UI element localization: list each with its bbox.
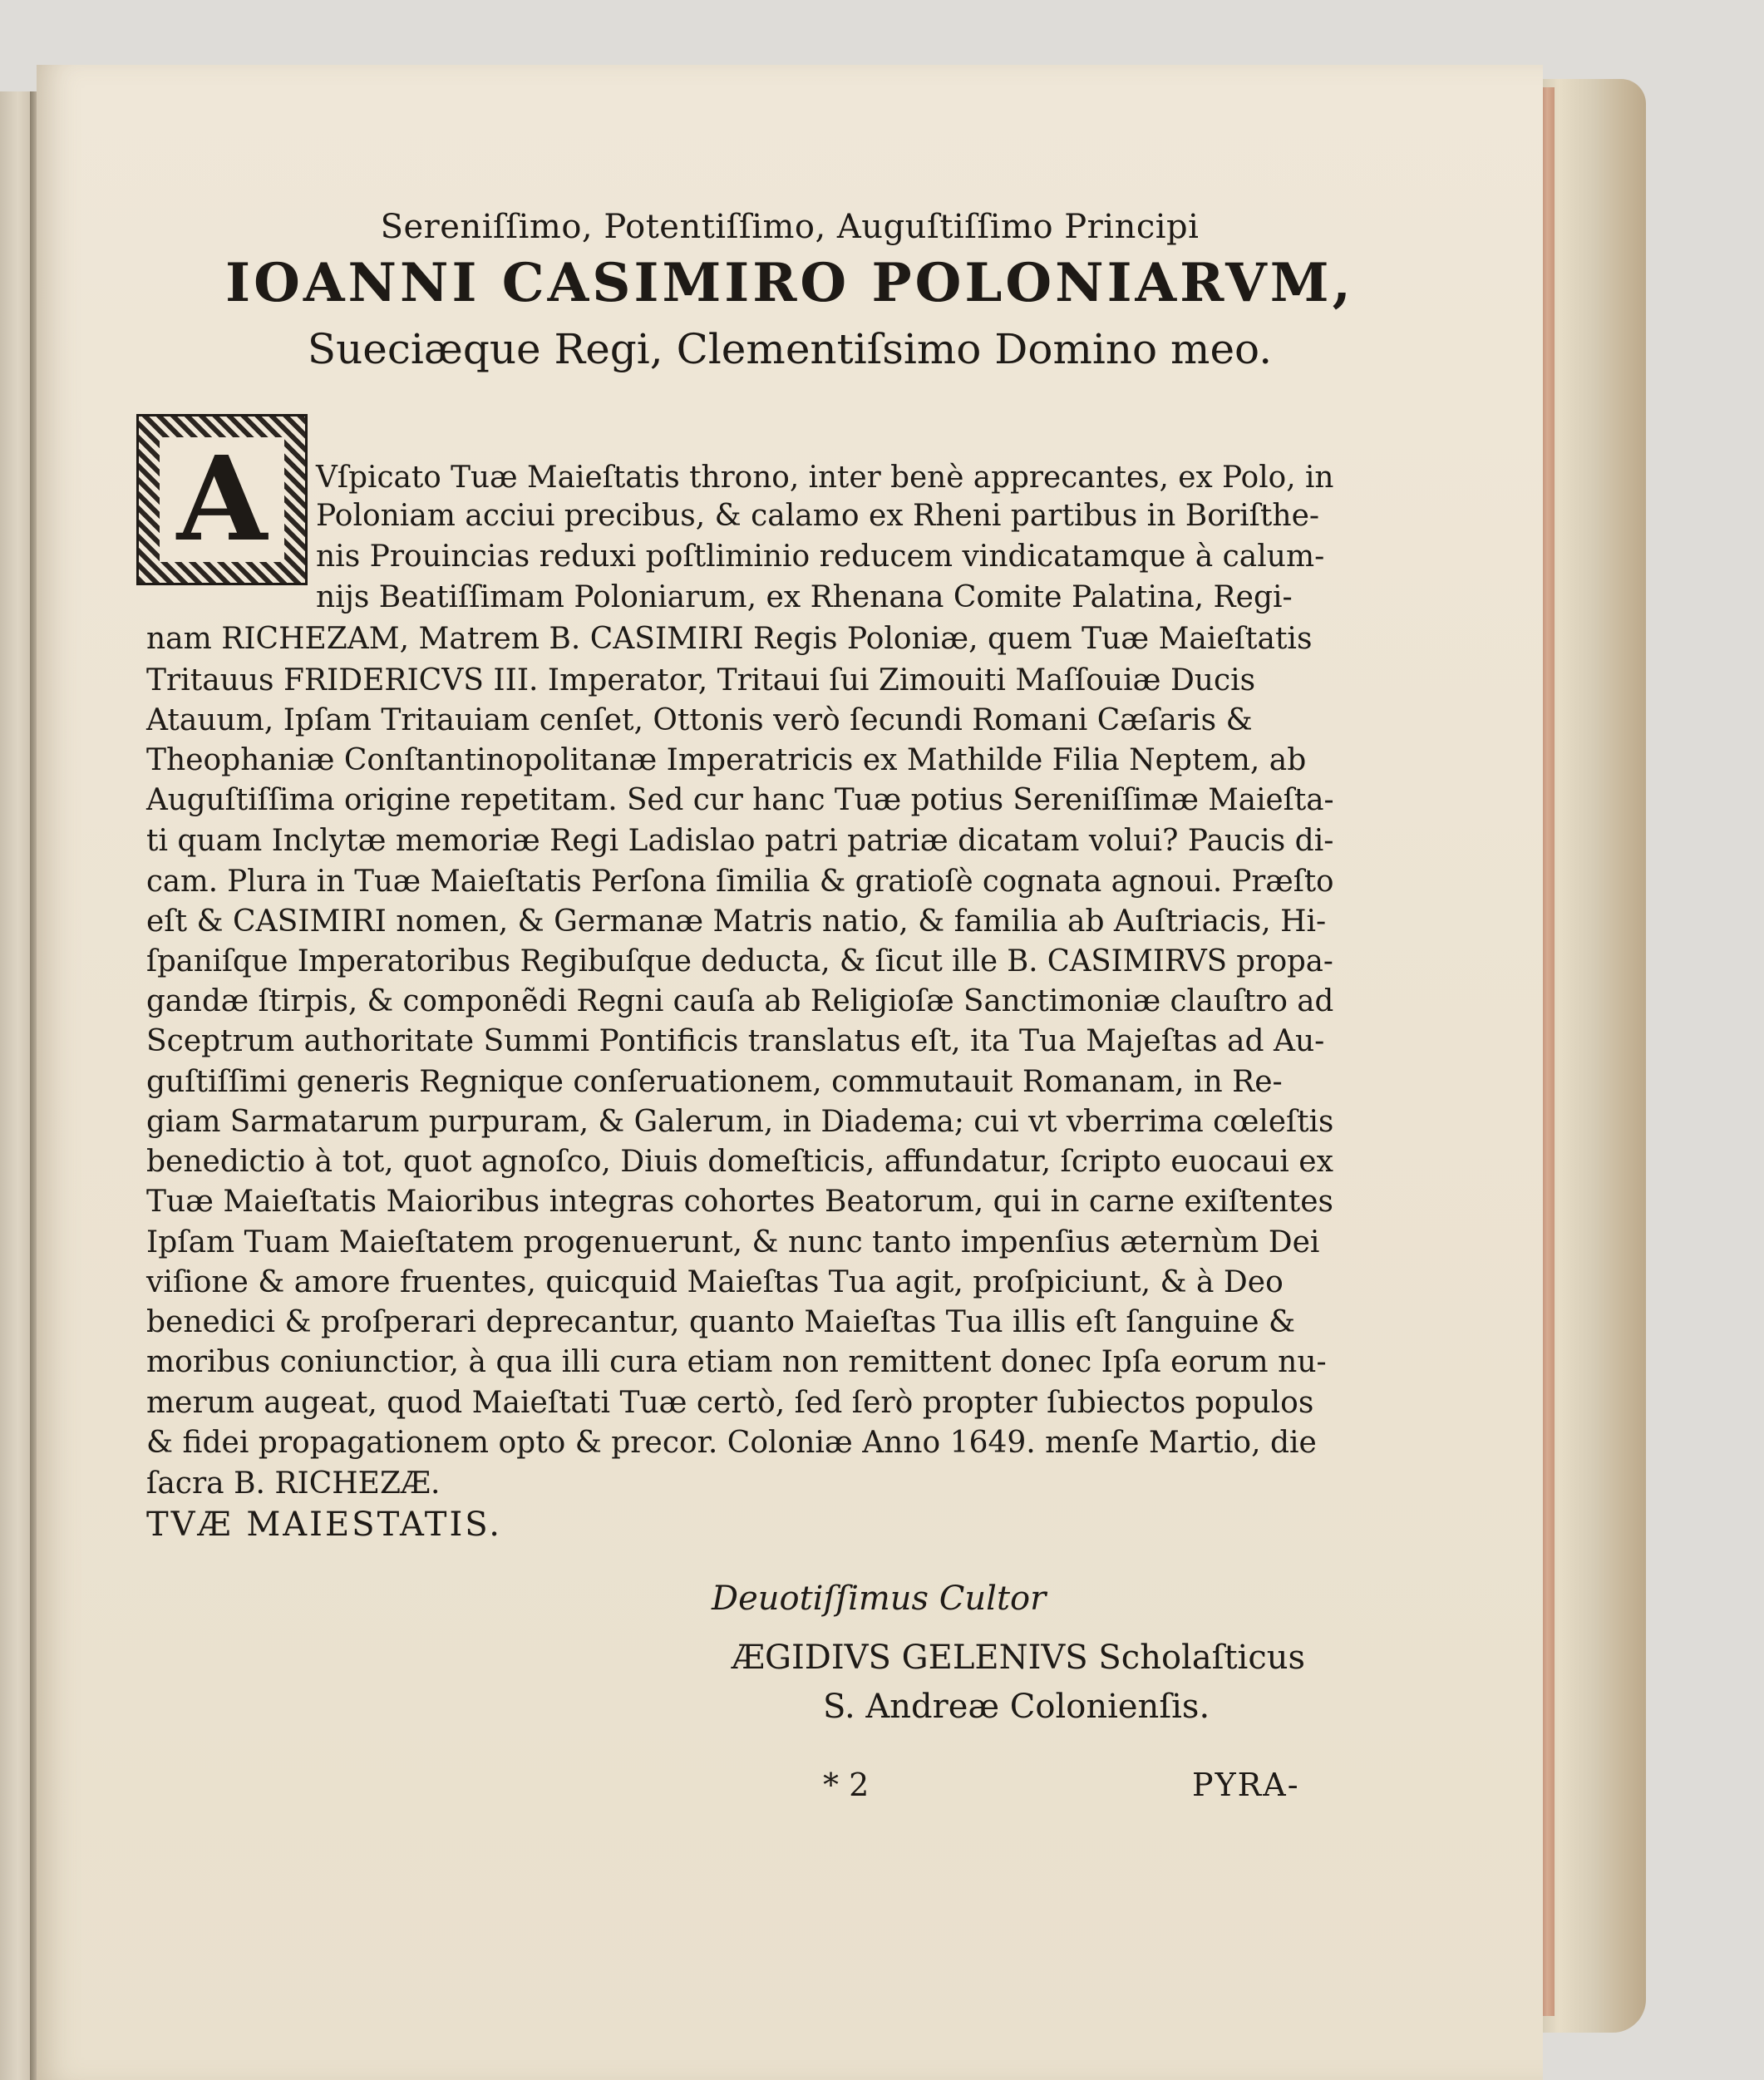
body-line: eſt & CASIMIRI nomen, & Germanæ Matris natio, & familia ab Auſtriacis, Hi- — [146, 904, 1327, 939]
body-line: giam Sarmatarum purpuram, & Galerum, in Diadema; cui vt vberrima cœleſtis — [146, 1105, 1334, 1139]
printed-page — [37, 65, 1543, 2080]
body-line: cam. Plura in Tuæ Maieſtatis Perſona ſimilia & gratioſè cognata agnoui. Præſto — [146, 865, 1334, 899]
body-line: & fidei propagationem opto & precor. Coloniæ Anno 1649. menſe Martio, die — [146, 1426, 1317, 1460]
body-line: Ipſam Tuam Maieſtatem progenuerunt, & nunc tanto impenſius æternùm Dei — [146, 1225, 1320, 1259]
dedication-salutation: Sereniſſimo, Potentiſſimo, Auguſtiſſimo Principi — [380, 208, 1200, 246]
body-line: nis Prouincias reduxi poſtliminio reducem vindicatamque à calum- — [316, 540, 1325, 574]
body-line: Theophaniæ Conſtantinopolitanæ Imperatricis ex Mathilde Filia Neptem, ab — [146, 743, 1307, 777]
body-line: nam RICHEZAM, Matrem B. CASIMIRI Regis Poloniæ, quem Tuæ Maieſtatis — [146, 622, 1313, 656]
dedication-name: IOANNI CASIMIRO POLONIARVM, — [225, 252, 1354, 314]
body-line: Atauum, Ipſam Tritauiam cenſet, Ottonis verò ſecundi Romani Cæſaris & — [146, 703, 1253, 737]
body-line: benedici & proſperari deprecantur, quanto Maieſtas Tua illis eſt ſanguine & — [146, 1305, 1296, 1339]
body-line: moribus coniunctior, à qua illi cura etiam non remittent donec Ipſa eorum nu- — [146, 1345, 1327, 1379]
signature-line-1: Deuotiſſimus Cultor — [712, 1580, 1047, 1618]
body-line: ſpaniſque Imperatoribus Regibuſque deducta, & ſicut ille B. CASIMIRVS propa- — [146, 944, 1333, 978]
body-line: viſione & amore fruentes, quicquid Maieſtas Tua agit, proſpiciunt, & à Deo — [146, 1265, 1284, 1299]
left-page-edge — [0, 91, 32, 2080]
body-line: Sceptrum authoritate Summi Pontificis translatus eſt, ita Tua Majeſtas ad Au- — [146, 1024, 1325, 1058]
body-line: guſtiſſimi generis Regnique conſeruationem, commutauit Romanam, in Re- — [146, 1065, 1283, 1099]
printer-signature-mark: * 2 — [823, 1767, 870, 1803]
signature-line-3: S. Andreæ Colonienſis. — [823, 1688, 1210, 1726]
body-line: ſacra B. RICHEZÆ. — [146, 1466, 441, 1501]
body-line: Tritauus FRIDERICVS III. Imperator, Tritaui ſui Zimouiti Maſſouiæ Ducis — [146, 663, 1256, 697]
body-line: Vſpicato Tuæ Maieſtatis throno, inter benè apprecantes, ex Polo, in — [316, 461, 1334, 495]
catchword: PYRA- — [1192, 1767, 1300, 1803]
dedication-title: Sueciæque Regi, Clementiſsimo Domino meo. — [307, 325, 1273, 373]
body-line: merum augeat, quod Maieſtati Tuæ certò, ſed ſerò propter ſubiectos populos — [146, 1386, 1314, 1420]
body-line: benedictio à tot, quot agnoſco, Diuis domeſticis, affundatur, ſcripto euocaui ex — [146, 1145, 1333, 1179]
signature-line-2: ÆGIDIVS GELENIVS Scholaſticus — [732, 1639, 1306, 1677]
decorated-initial — [136, 414, 308, 585]
initial-letter: A — [160, 437, 284, 562]
body-line: Poloniam acciui precibus, & calamo ex Rheni partibus in Boriſthe- — [316, 499, 1320, 533]
body-line: gandæ ſtirpis, & componẽdi Regni cauſa ab Religioſæ Sanctimoniæ clauſtro ad — [146, 984, 1334, 1018]
closing-formula: TVÆ MAIESTATIS. — [146, 1506, 502, 1544]
body-line: ti quam Inclytæ memoriæ Regi Ladislao patri patriæ dicatam volui? Paucis di- — [146, 824, 1334, 858]
body-line: Tuæ Maieſtatis Maioribus integras cohortes Beatorum, qui in carne exiſtentes — [146, 1185, 1333, 1219]
body-line: nijs Beatiſſimam Poloniarum, ex Rhenana Comite Palatina, Regi- — [316, 580, 1293, 614]
body-line: Auguſtiſſima origine repetitam. Sed cur hanc Tuæ potius Sereniſſimæ Maieſta- — [146, 783, 1334, 817]
